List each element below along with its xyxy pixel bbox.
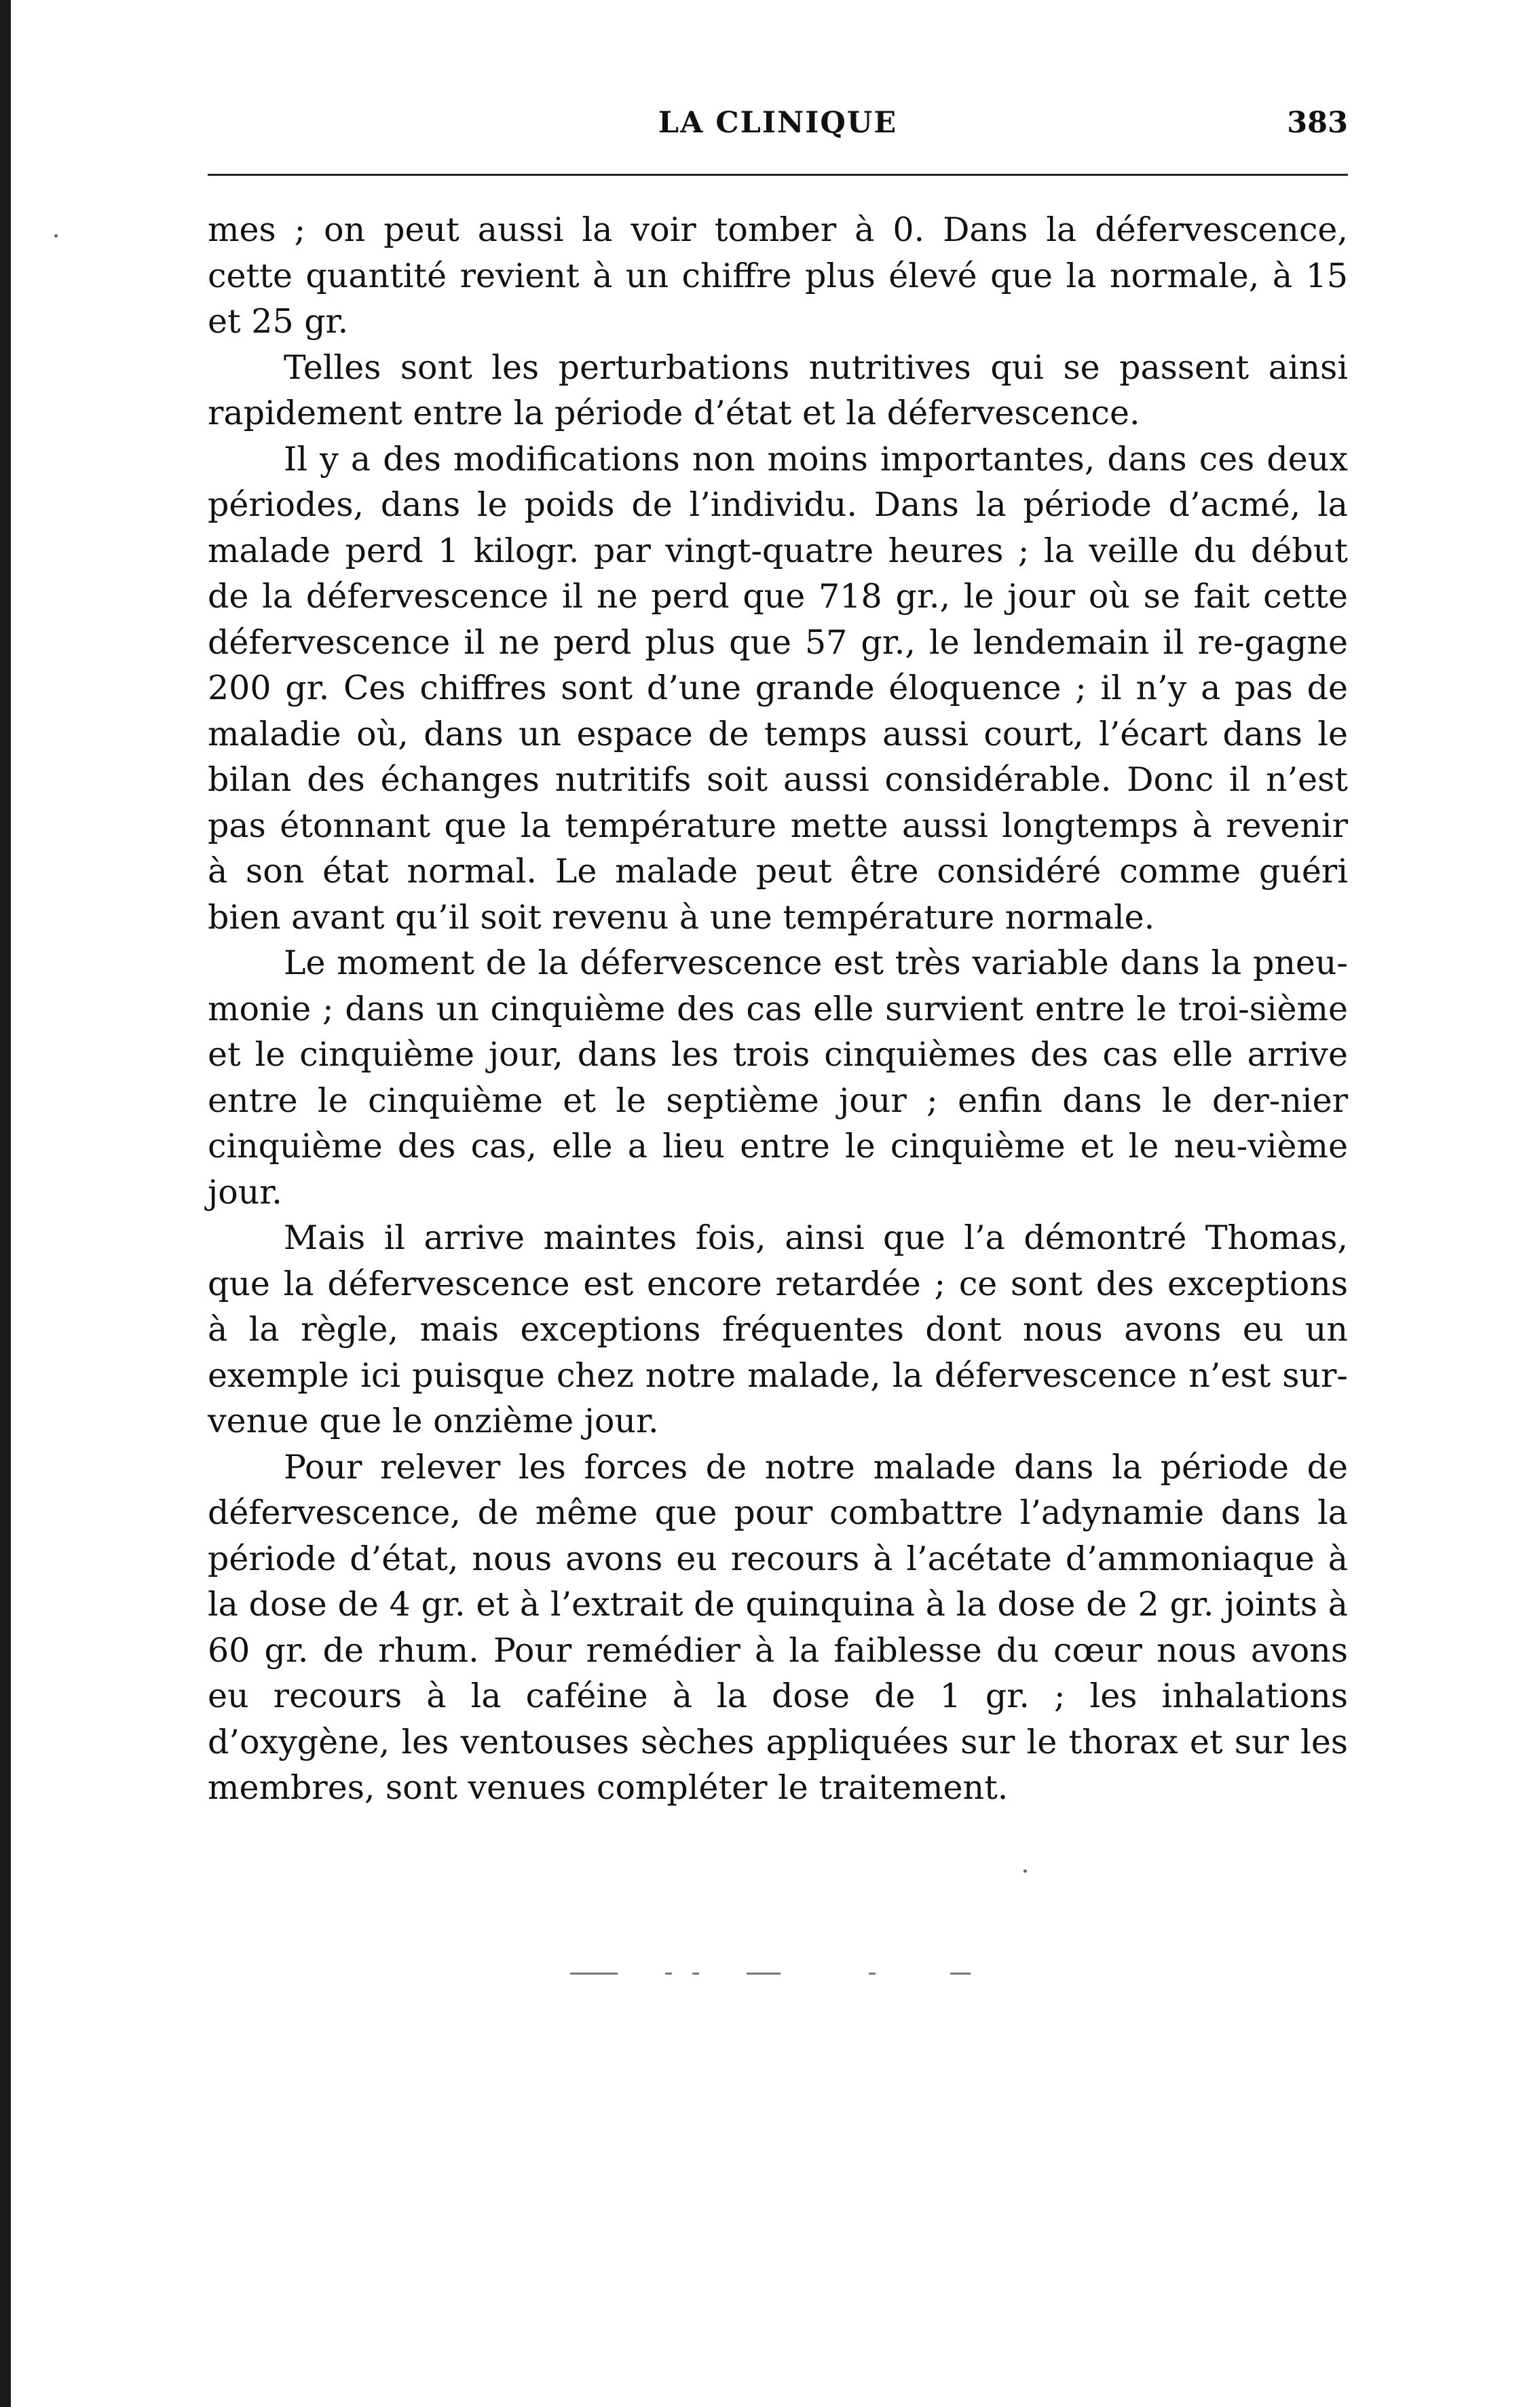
running-title: LA CLINIQUE	[658, 106, 898, 140]
paragraph: Le moment de la défervescence est très variable dans la pneu-monie ; dans un cinquième des cas elle survient entre le troi-sième et le cinquième jour, dans les trois cinquièmes des cas elle arrive entre le cinquième et le septième jour ; enfin dans le der-nier cinquième des cas, elle a lieu entre le cinquième et le neu-vième jour.	[208, 944, 1348, 1212]
paragraph: Mais il arrive maintes fois, ainsi que l’a démontré Thomas, que la défervescence est encore retardée ; ce sont des exceptions à la règle, mais exceptions fréquentes dont nous avons eu un exemple ici puisque chez notre malade, la défervescence n’est sur-venue que le onzième jour.	[208, 1218, 1348, 1440]
scan-speck	[1023, 1869, 1027, 1873]
scan-artifact-marks	[570, 1967, 991, 1981]
page-number: 383	[1287, 106, 1348, 140]
body-text	[208, 207, 1348, 1811]
binding-edge	[0, 0, 11, 2407]
paragraph: Pour relever les forces de notre malade dans la période de défervescence, de même que pour combattre l’adynamie dans la période d’état, nous avons eu recours à l’acétate d’ammoniaque à la dose de 4 gr. et à l’extrait de quinquina à la dose de 2 gr. joints à 60 gr. de rhum. Pour remédier à la faiblesse du cœur nous avons eu recours à la caféine à la dose de 1 gr. ; les inhalations d’oxygène, les ventouses sèches appliquées sur le thorax et sur les membres, sont venues compléter le traitement.	[208, 1447, 1348, 1807]
paragraph: Telles sont les perturbations nutritives qui se passent ainsi rapidement entre la période d’état et la défervescence.	[208, 348, 1348, 432]
paragraph-continuation: mes ; on peut aussi la voir tomber à 0. Dans la défervescence, cette quantité revient à un chiffre plus élevé que la normale, à 15 et 25 gr.	[208, 210, 1348, 341]
paragraph: Il y a des modifications non moins importantes, dans ces deux périodes, dans le poids de l’individu. Dans la période d’acmé, la malade perd 1 kilogr. par vingt-quatre heures ; la veille du début de la défervescence il ne perd que 718 gr., le jour où se fait cette défervescence il ne perd plus que 57 gr., le lendemain il re-gagne 200 gr. Ces chiffres sont d’une grande éloquence ; il n’y a pas de maladie où, dans un espace de temps aussi court, l’écart dans le bilan des échanges nutritifs soit aussi considérable. Donc il n’est pas étonnant que la température mette aussi longtemps à revenir à son état normal. Le malade peut être considéré comme guéri bien avant qu’il soit revenu à une température normale.	[208, 439, 1348, 937]
header-rule	[208, 174, 1348, 176]
running-head	[208, 106, 1348, 153]
scan-speck	[54, 234, 58, 238]
